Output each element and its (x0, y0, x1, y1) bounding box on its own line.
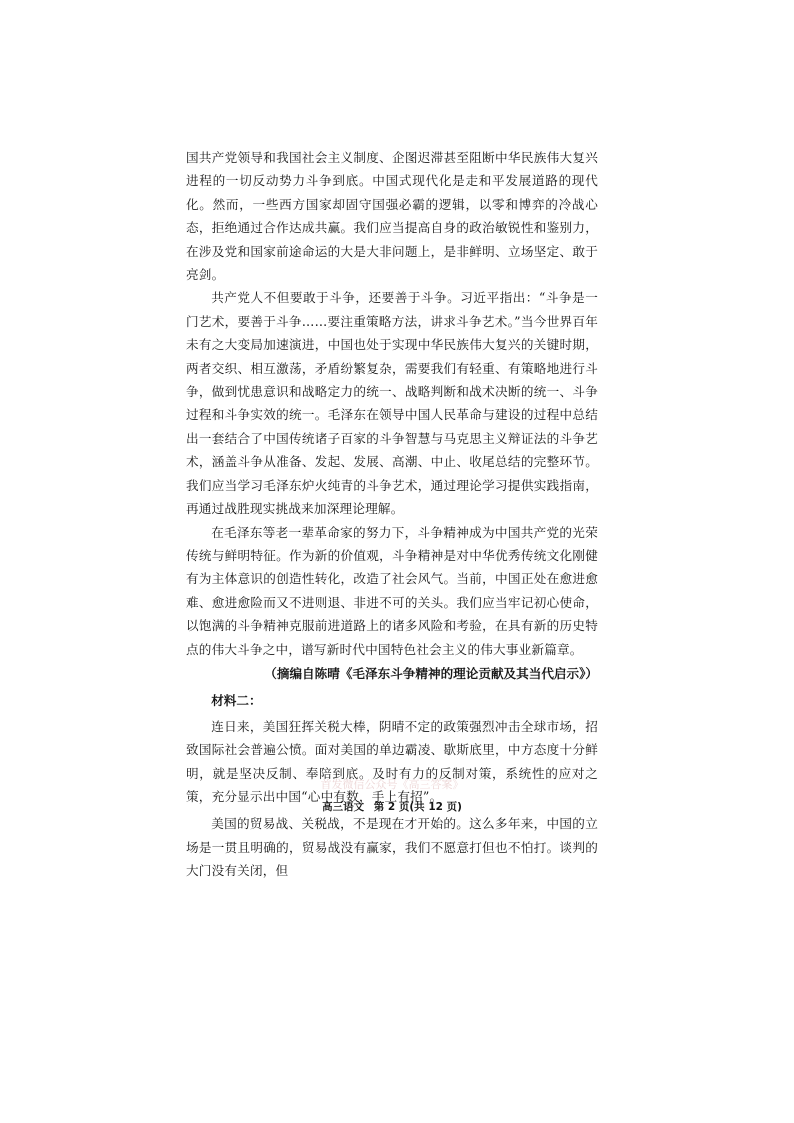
page-footer (186, 799, 598, 814)
paragraph-3: 在毛泽东等老一辈革命家的努力下，斗争精神成为中国共产党的光荣传统与鲜明特征。作为新的价值观，斗争精神是对中华优秀传统文化刚健有为主体意识的创造性转化，改造了社会风气。当前，中国正处在愈进愈难、愈进愈险而又不进则退、非进不可的关头。我们应当牢记初心使命，以饱满的斗争精神克服前进道路上的诸多风险和考验，在具有新的历史特点的伟大斗争之中，谱写新时代中国特色社会主义的伟大事业新篇章。 (186, 524, 598, 657)
material-two-label: 材料二： (211, 693, 262, 709)
document-page (186, 146, 598, 883)
paragraph-4: 连日来，美国狂挥关税大棒，阴晴不定的政策强烈冲击全球市场，招致国际社会普遍公愤。面对美国的单边霸凌、歇斯底里，中方态度十分鲜明，就是坚决反制、奉陪到底。及时有力的反制对策，系统性的应对之策，充分显示出中国“心中有数，手上有招”。 (186, 718, 598, 804)
footer-subject: 高三语文 (322, 801, 365, 813)
watermark-text: 首发微信公众号《高三答案》 (320, 777, 464, 791)
footer-page-number: 第 2 页(共 12 页) (373, 801, 462, 813)
source-citation: （摘编自陈晴《毛泽东斗争精神的理论贡献及其当代启示》） (264, 665, 598, 681)
paragraph-1: 国共产党领导和我国社会主义制度、企图迟滞甚至阻断中华民族伟大复兴进程的一切反动势力斗争到底。中国式现代化是走和平发展道路的现代化。然而，一些西方国家却固守国强必霸的逻辑，以零和博弈的冷战心态，拒绝通过合作达成共赢。我们应当提高自身的政治敏锐性和鉴别力，在涉及党和国家前途命运的大是大非问题上，是非鲜明、立场坚定、敢于亮剑。 (186, 150, 598, 283)
paragraph-2: 共产党人不但要敢于斗争，还要善于斗争。习近平指出：“斗争是一门艺术，要善于斗争……要注重策略方法，讲求斗争艺术。”当今世界百年未有之大变局加速演进，中国也处于实现中华民族伟大复兴的关键时期，两者交织、相互激荡，矛盾纷繁复杂，需要我们有轻重、有策略地进行斗争，做到忧患意识和战略定力的统一、战略判断和战术决断的统一、斗争过程和斗争实效的统一。毛泽东在领导中国人民革命与建设的过程中总结出一套结合了中国传统诸子百家的斗争智慧与马克思主义辩证法的斗争艺术，涵盖斗争从准备、发起、发展、高潮、中止、收尾总结的完整环节。我们应当学习毛泽东炉火纯青的斗争艺术，通过理论学习提供实践指南，再通过战胜现实挑战来加深理论理解。 (186, 290, 598, 517)
paragraph-5: 美国的贸易战、关税战，不是现在才开始的。这么多年来，中国的立场是一贯且明确的，贸易战没有赢家，我们不愿意打但也不怕打。谈判的大门没有关闭，但 (186, 816, 598, 879)
